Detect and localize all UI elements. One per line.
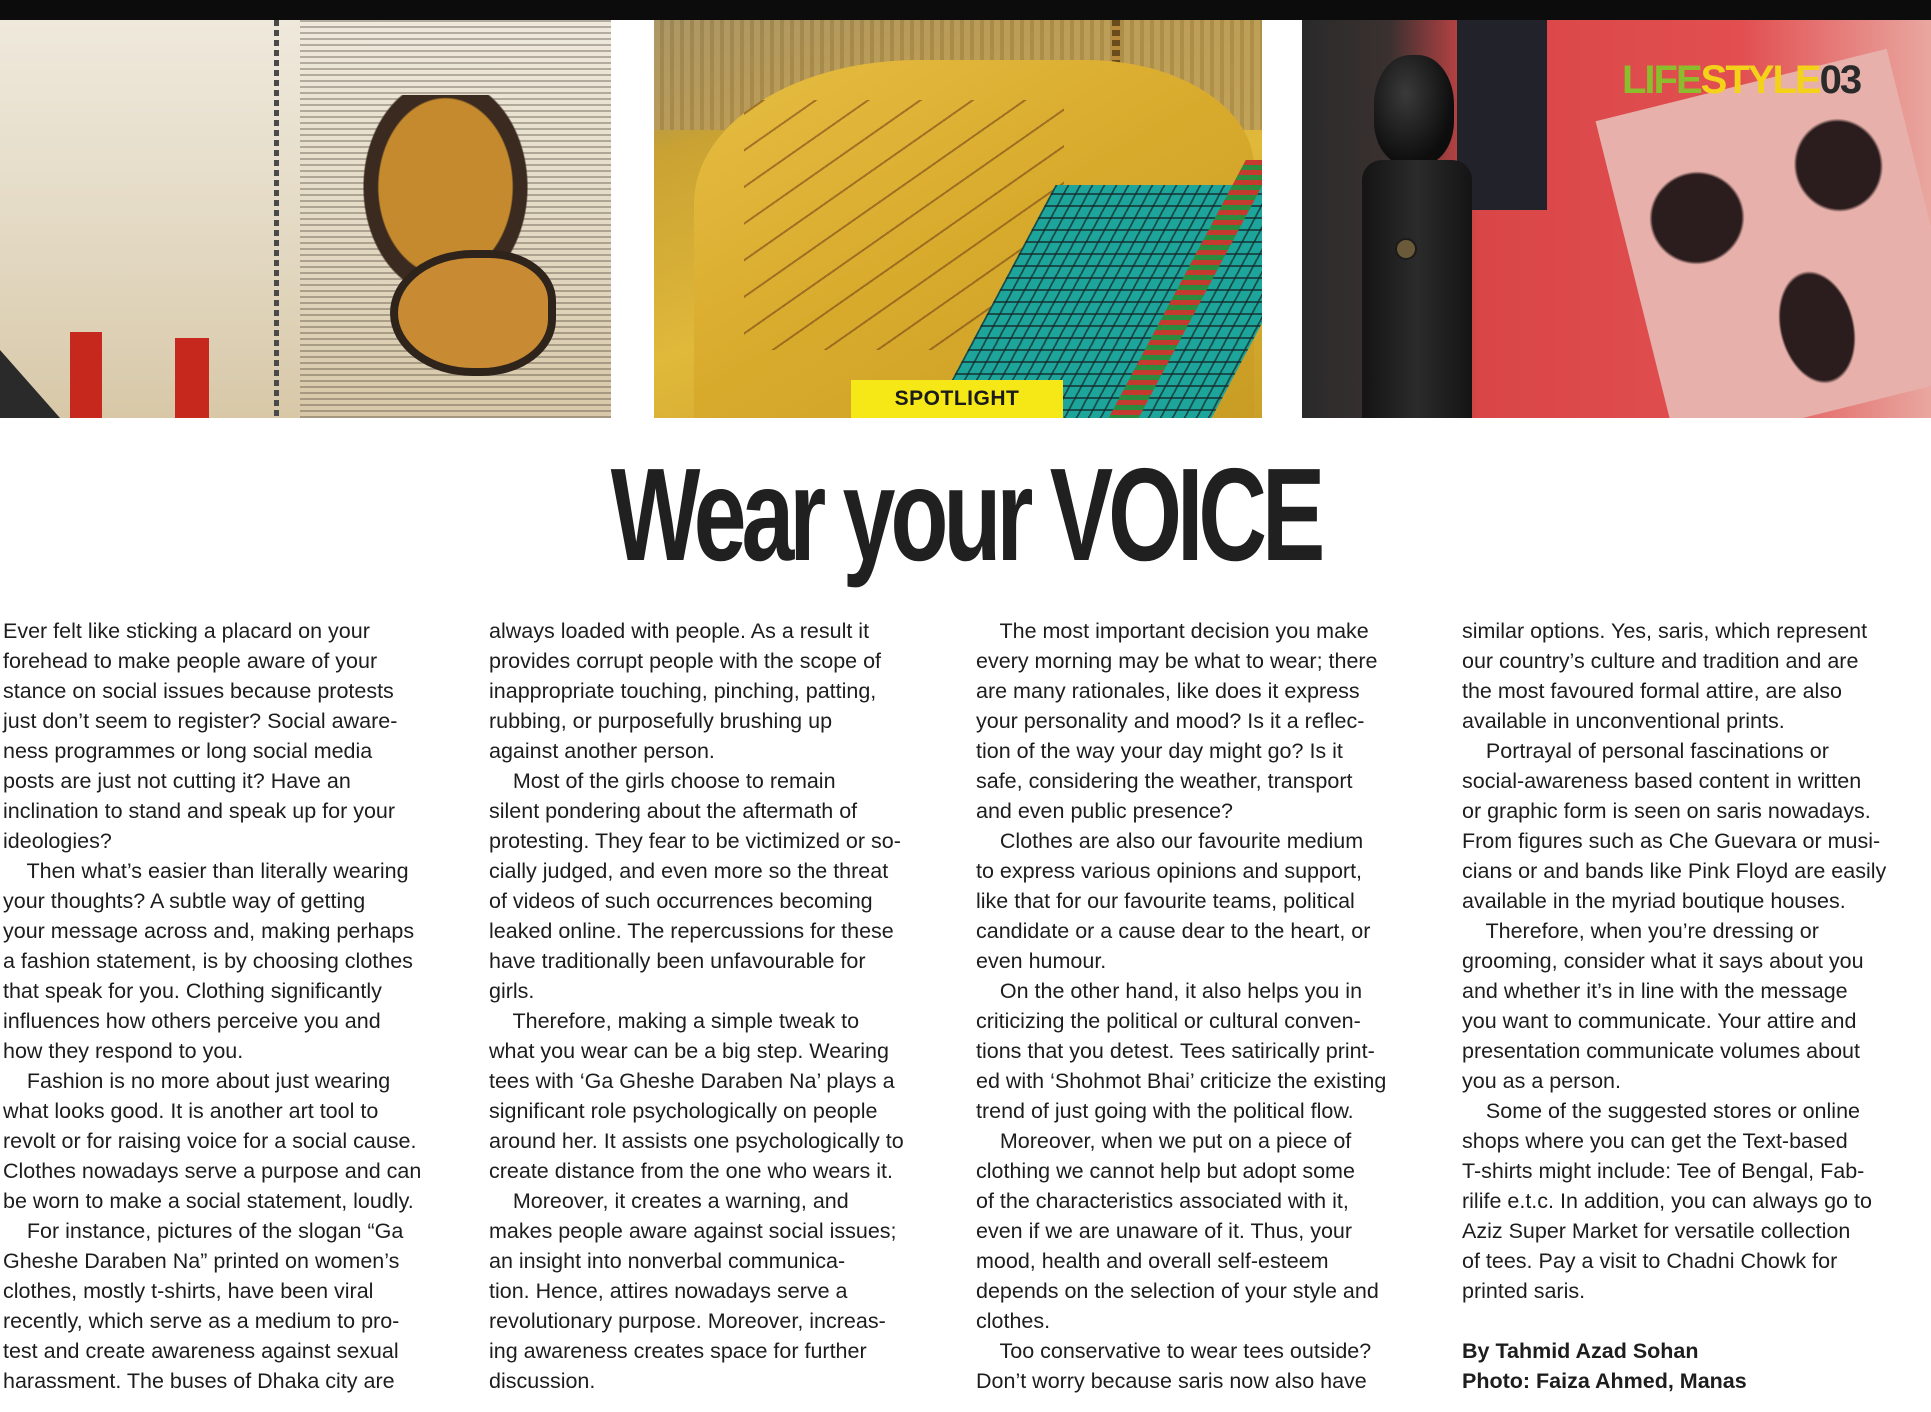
article-line: our country’s culture and tradition and are	[1462, 649, 1859, 673]
article-line: harassment. The buses of Dhaka city are	[3, 1369, 395, 1393]
article-line: inappropriate touching, pinching, patting,	[489, 679, 877, 703]
article-column-2	[489, 616, 939, 1396]
photo-yellow-lungi-with-script	[654, 20, 1262, 418]
article-line: shops where you can get the Text-based	[1462, 1129, 1848, 1153]
article-line: clothes, mostly t-shirts, have been viral	[3, 1279, 374, 1303]
article-line: have traditionally been unfavourable for	[489, 949, 866, 973]
article-line: tees with ‘Ga Gheshe Daraben Na’ plays a	[489, 1069, 895, 1093]
article-column-1	[3, 616, 453, 1396]
mannequin-head	[1374, 55, 1454, 165]
article-line: ness programmes or long social media	[3, 739, 373, 763]
article-line: T-shirts might include: Tee of Bengal, Fab-	[1462, 1159, 1865, 1183]
article-line: Aziz Super Market for versatile collection	[1462, 1219, 1851, 1243]
pendant	[1395, 238, 1417, 260]
article-line: be worn to make a social statement, loudly.	[3, 1189, 414, 1213]
article-line: Therefore, making a simple tweak to	[489, 1009, 860, 1033]
article-line: ed with ‘Shohmot Bhai’ criticize the existing	[976, 1069, 1387, 1093]
article-line: leaked online. The repercussions for these	[489, 919, 894, 943]
article-line: your message across and, making perhaps	[3, 919, 415, 943]
article-line: Some of the suggested stores or online	[1462, 1099, 1860, 1123]
article-line: social-awareness based content in written	[1462, 769, 1862, 793]
mannequin-body	[1362, 160, 1472, 418]
article-line: even humour.	[976, 949, 1107, 973]
article-line: of the characteristics associated with it,	[976, 1189, 1349, 1213]
article-line: Ever felt like sticking a placard on your	[3, 619, 370, 643]
author-byline: By Tahmid Azad Sohan	[1462, 1339, 1699, 1363]
article-line: of videos of such occurrences becoming	[489, 889, 873, 913]
sari-red-motif	[175, 338, 209, 418]
article-line: Moreover, it creates a warning, and	[489, 1189, 849, 1213]
article-line: Too conservative to wear tees outside?	[976, 1339, 1372, 1363]
article-line: discussion.	[489, 1369, 596, 1393]
article-line: and whether it’s in line with the message	[1462, 979, 1848, 1003]
article-line: you want to communicate. Your attire and	[1462, 1009, 1857, 1033]
article-line: presentation communicate volumes about	[1462, 1039, 1860, 1063]
photo-white-sari-with-figure	[0, 20, 611, 418]
article-line: tions that you detest. Tees satirically print-	[976, 1039, 1375, 1063]
article-line: that speak for you. Clothing significantly	[3, 979, 382, 1003]
article-line: clothing we cannot help but adopt some	[976, 1159, 1355, 1183]
page-number: 03	[1819, 58, 1861, 102]
article-line: On the other hand, it also helps you in	[976, 979, 1363, 1003]
article-line: Moreover, when we put on a piece of	[976, 1129, 1352, 1153]
article-line: clothes.	[976, 1309, 1051, 1333]
article-column-4	[1462, 616, 1912, 1396]
article-line: what looks good. It is another art tool to	[3, 1099, 379, 1123]
photo-credit: Photo: Faiza Ahmed, Manas	[1462, 1369, 1747, 1393]
article-line: always loaded with people. As a result it	[489, 619, 870, 643]
article-line: are many rationales, like does it express	[976, 679, 1360, 703]
article-line: ing awareness creates space for further	[489, 1339, 867, 1363]
sari-faces-print	[1596, 49, 1931, 418]
article-line: candidate or a cause dear to the heart, or	[976, 919, 1371, 943]
article-line: the most favoured formal attire, are also	[1462, 679, 1843, 703]
article-line: Most of the girls choose to remain	[489, 769, 836, 793]
article-line: or graphic form is seen on saris nowadays.	[1462, 799, 1871, 823]
article-line: Then what’s easier than literally wearing	[3, 859, 409, 883]
article-line: to express various opinions and support,	[976, 859, 1363, 883]
sari-seam	[274, 20, 279, 418]
article-line: depends on the selection of your style and	[976, 1279, 1379, 1303]
article-line: For instance, pictures of the slogan “Ga	[3, 1219, 404, 1243]
article-line: significant role psychologically on people	[489, 1099, 878, 1123]
article-line: available in unconventional prints.	[1462, 709, 1785, 733]
article-line: and even public presence?	[976, 799, 1233, 823]
sari-figure-print-body	[390, 250, 556, 376]
sari-red-motif	[70, 332, 102, 418]
article-line: what you wear can be a big step. Wearing	[489, 1039, 889, 1063]
article-line: grooming, consider what it says about you	[1462, 949, 1864, 973]
article-line: posts are just not cutting it? Have an	[3, 769, 351, 793]
article-column-4-text	[1462, 616, 1912, 1306]
article-line: test and create awareness against sexual	[3, 1339, 399, 1363]
article-line: available in the myriad boutique houses.	[1462, 889, 1846, 913]
article-line: rilife e.t.c. In addition, you can always go to	[1462, 1189, 1872, 1213]
article-line: a fashion statement, is by choosing clothes	[3, 949, 413, 973]
article-line: your thoughts? A subtle way of getting	[3, 889, 366, 913]
sari-border-motif	[0, 350, 60, 418]
article-line: trend of just going with the political flow.	[976, 1099, 1354, 1123]
article-line: create distance from the one who wears it.	[489, 1159, 893, 1183]
article-line: even if we are unaware of it. Thus, your	[976, 1219, 1353, 1243]
article-line: around her. It assists one psychologically to	[489, 1129, 904, 1153]
article-line: girls.	[489, 979, 535, 1003]
article-line: cians or and bands like Pink Floyd are easily	[1462, 859, 1887, 883]
article-line: rubbing, or purposefully brushing up	[489, 709, 833, 733]
article-line: tion. Hence, attires nowadays serve a	[489, 1279, 848, 1303]
article-line: tion of the way your day might go? Is it	[976, 739, 1343, 763]
article-line: protesting. They fear to be victimized or so-	[489, 829, 901, 853]
article-line: printed saris.	[1462, 1279, 1586, 1303]
article-line: forehead to make people aware of your	[3, 649, 378, 673]
article-line: influences how others perceive you and	[3, 1009, 381, 1033]
article-line: silent pondering about the aftermath of	[489, 799, 858, 823]
section-logo-style: STYLE	[1700, 58, 1820, 102]
article-line: criticizing the political or cultural conven-	[976, 1009, 1361, 1033]
article-line: inclination to stand and speak up for your	[3, 799, 396, 823]
article-line: like that for our favourite teams, political	[976, 889, 1355, 913]
article-line: your personality and mood? Is it a reflec-	[976, 709, 1365, 733]
article-line: recently, which serve as a medium to pro-	[3, 1309, 400, 1333]
article-line: From figures such as Che Guevara or musi-	[1462, 829, 1881, 853]
article-line: Gheshe Daraben Na” printed on women’s	[3, 1249, 400, 1273]
section-logo-life: LIFE	[1622, 58, 1701, 102]
article-line: just don’t seem to register? Social aware-	[3, 709, 398, 733]
article-line: similar options. Yes, saris, which represent	[1462, 619, 1868, 643]
article-column-3	[976, 616, 1426, 1396]
article-line: stance on social issues because protests	[3, 679, 394, 703]
article-line: Fashion is no more about just wearing	[3, 1069, 391, 1093]
article-line: you as a person.	[1462, 1069, 1621, 1093]
article-line: mood, health and overall self-esteem	[976, 1249, 1329, 1273]
article-line: ideologies?	[3, 829, 112, 853]
article-line: Clothes nowadays serve a purpose and can	[3, 1159, 422, 1183]
article-line: makes people aware against social issues;	[489, 1219, 897, 1243]
article-line: Therefore, when you’re dressing or	[1462, 919, 1819, 943]
article-line: The most important decision you make	[976, 619, 1369, 643]
article-line: Don’t worry because saris now also have	[976, 1369, 1367, 1393]
category-label: SPOTLIGHT	[851, 380, 1063, 418]
article-line: how they respond to you.	[3, 1039, 244, 1063]
article-line: provides corrupt people with the scope of	[489, 649, 882, 673]
article-line: Portrayal of personal fascinations or	[1462, 739, 1829, 763]
article-line: revolt or for raising voice for a social cause.	[3, 1129, 417, 1153]
article-line: of tees. Pay a visit to Chadni Chowk for	[1462, 1249, 1838, 1273]
article-line: against another person.	[489, 739, 715, 763]
article-line: safe, considering the weather, transport	[976, 769, 1353, 793]
article-line: an insight into nonverbal communica-	[489, 1249, 846, 1273]
article-line: cially judged, and even more so the threat	[489, 859, 889, 883]
article-line: Clothes are also our favourite medium	[976, 829, 1364, 853]
section-logo	[1622, 56, 1860, 104]
top-bar	[0, 0, 1931, 20]
headline: Wear your VOICE	[610, 441, 1321, 588]
article-line: every morning may be what to wear; there	[976, 649, 1378, 673]
article-line: revolutionary purpose. Moreover, increas-	[489, 1309, 886, 1333]
